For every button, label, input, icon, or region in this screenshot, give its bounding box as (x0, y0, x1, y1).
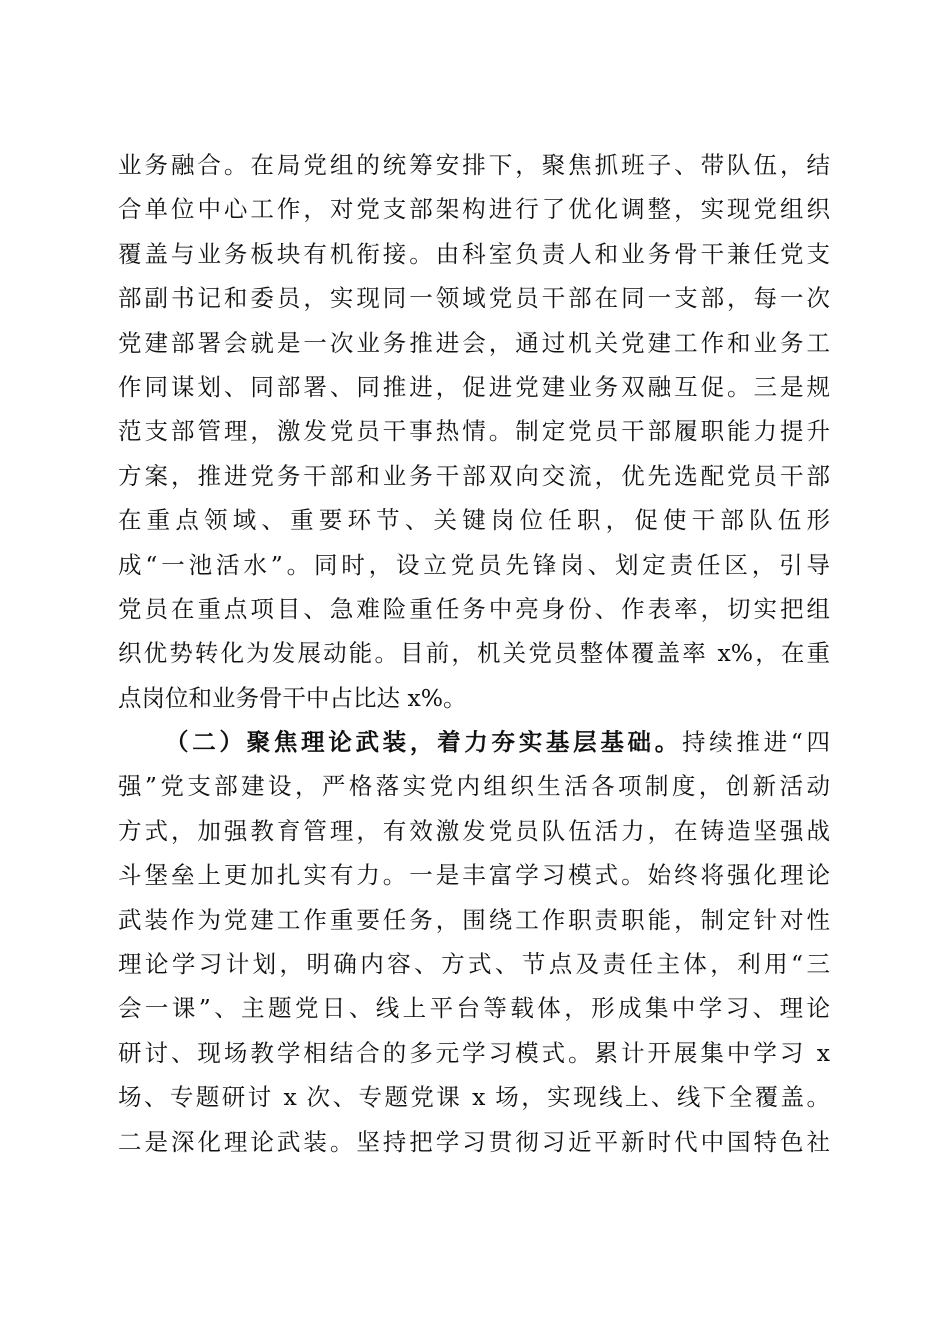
paragraph-1-line-1: 业务融合。在局党组的统筹安排下，聚焦抓班子、带队伍，结 (118, 151, 830, 179)
paragraph-2-line-3: 方式，加强教育管理，有效激发党员队伍活力，在铸造坚强战 (118, 816, 830, 845)
paragraph-1-line-7: 范支部管理，激发党员干事热情。制定党员干部履职能力提升 (118, 417, 830, 446)
paragraph-1-line-9: 在重点领域、重要环节、关键岗位任职，促使干部队伍形 (118, 506, 830, 535)
paragraph-2 (118, 720, 830, 1164)
paragraph-1 (118, 143, 830, 720)
paragraph-1-line-11: 党员在重点项目、急难险重任务中亮身份、作表率，切实把组 (118, 594, 830, 623)
paragraph-1-line-2: 合单位中心工作，对党支部架构进行了优化调整，实现党组织 (118, 195, 830, 224)
paragraph-2-line-7: 会一课”、主题党日、线上平台等载体，形成集中学习、理论 (118, 994, 830, 1023)
paragraph-1-line-5: 党建部署会就是一次业务推进会，通过机关党建工作和业务工 (118, 328, 830, 357)
paragraph-1-line-6: 作同谋划、同部署、同推进，促进党建业务双融互促。三是规 (118, 372, 830, 401)
document-body (118, 143, 830, 1164)
paragraph-1-line-12: 织优势转化为发展动能。目前，机关党员整体覆盖率 x%，在重 (118, 639, 830, 668)
paragraph-1-line-13: 点岗位和业务骨干中占比达 x%。 (118, 683, 467, 712)
paragraph-2-line-5: 武装作为党建工作重要任务，围绕工作职责职能，制定针对性 (118, 905, 830, 934)
paragraph-1-line-3: 覆盖与业务板块有机衔接。由科室负责人和业务骨干兼任党支 (118, 239, 830, 268)
paragraph-2-line-1 (118, 720, 830, 764)
section-heading: （二）聚焦理论武装，着力夯实基层基础。 (165, 728, 682, 757)
paragraph-2-line-1-text: 持续推进“四 (681, 728, 831, 757)
paragraph-2-line-9: 场、专题研讨 x 次、专题党课 x 场，实现线上、线下全覆盖。 (118, 1083, 830, 1112)
paragraph-1-line-8: 方案，推进党务干部和业务干部双向交流，优先选配党员干部 (118, 461, 830, 490)
paragraph-2-line-4: 斗堡垒上更加扎实有力。一是丰富学习模式。始终将强化理论 (118, 861, 830, 890)
paragraph-1-line-4: 部副书记和委员，实现同一领域党员干部在同一支部，每一次 (118, 284, 830, 313)
paragraph-1-line-10: 成“一池活水”。同时，设立党员先锋岗、划定责任区，引导 (118, 550, 830, 579)
paragraph-2-line-10: 二是深化理论武装。坚持把学习贯彻习近平新时代中国特色社 (118, 1127, 830, 1156)
paragraph-2-line-8: 研讨、现场教学相结合的多元学习模式。累计开展集中学习 x (118, 1038, 830, 1067)
paragraph-2-line-2: 强”党支部建设，严格落实党内组织生活各项制度，创新活动 (118, 772, 830, 801)
paragraph-2-line-6: 理论学习计划，明确内容、方式、节点及责任主体，利用“三 (118, 950, 830, 979)
